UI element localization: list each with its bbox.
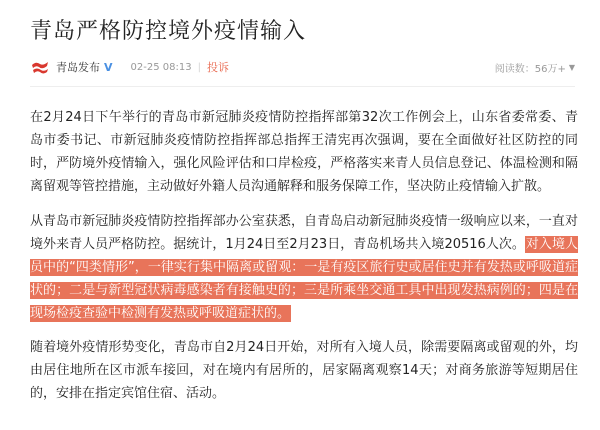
- paragraph-text: 从青岛市新冠肺炎疫情防控指挥部办公室获悉，自青岛启动新冠肺炎疫情一级响应以来，一直对境外来青人员严格防控。据统计，1月24日至2月23日，青岛机场共入境20516人次。: [30, 214, 578, 252]
- verified-badge-icon: V: [104, 60, 113, 74]
- read-count[interactable]: [495, 60, 575, 75]
- caret-down-icon[interactable]: ▼: [568, 62, 575, 72]
- account-name-link[interactable]: 青岛发布: [56, 61, 100, 74]
- article-meta-bar: [30, 56, 575, 78]
- read-count-value: 56万+: [534, 63, 566, 75]
- account-logo-icon[interactable]: [30, 57, 50, 77]
- article-title: 青岛严格防控境外疫情输入: [30, 19, 307, 44]
- article-paragraph: [30, 210, 578, 325]
- meta-separator: |: [197, 61, 201, 73]
- highlighted-text: 对入境人员中的“四类情形”，一律实行集中隔离或留观：一是有疫区旅行史或居住史并有发热或呼吸道症状的；二是与新型冠状病毒感染者有接触史的；三是所乘坐交通工具中出现发热病例的；四是在现场检疫查验中检测有发热或呼吸道症状的。: [30, 237, 578, 321]
- report-link[interactable]: 投诉: [206, 61, 229, 74]
- article-paragraph: [30, 106, 578, 198]
- publish-time: 02-25 08:13: [130, 61, 192, 73]
- divider: [30, 86, 575, 87]
- read-count-label: 阅读数：: [494, 63, 535, 75]
- paragraph-text: 随着境外疫情形势变化，青岛市自2月24日开始，对所有入境人员，除需要隔离或留观的外，均由居住地所在区市派车接回，对在境内有居所的，居家隔离观察14天；对商务旅游等短期居住的，安排在指定宾馆住宿、活动。: [30, 340, 578, 401]
- article-paragraph: [30, 336, 578, 405]
- paragraph-text: 在2月24日下午举行的青岛市新冠肺炎疫情防控指挥部第32次工作例会上，山东省委常委、青岛市委书记、市新冠肺炎疫情防控指挥部总指挥王清宪再次强调，要在全面做好社区防控的同时，严防境外疫情输入，强化风险评估和口岸检疫，严格落实来青人员信息登记、体温检测和隔离留观等管控措施，主动做好外籍人员沟通解释和服务保障工作，坚决防止疫情输入扩散。: [30, 110, 578, 194]
